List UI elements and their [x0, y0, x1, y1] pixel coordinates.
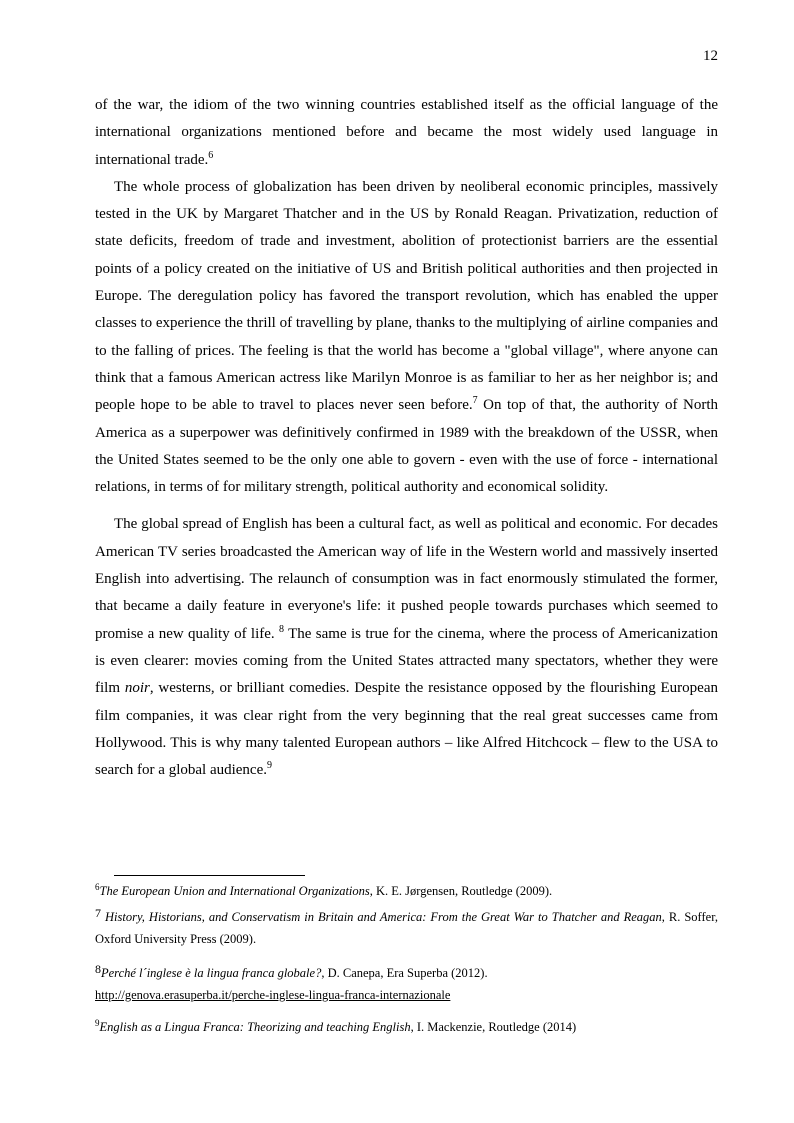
- paragraph-text: of the war, the idiom of the two winning countries established itself as the official language of the international organizations mentioned before and became the most widely used language in international trade.: [95, 97, 718, 168]
- footnote-title: History, Historians, and Conservatism in Britain and America: From the Great War to Thatcher and Reagan: [101, 910, 662, 924]
- footnote-number: 7: [95, 906, 101, 920]
- footnote-citation: , D. Canepa, Era Superba (2012).: [321, 966, 488, 980]
- paragraph-text: The whole process of globalization has been driven by neoliberal economic principles, massively tested in the UK by Margaret Thatcher and in the US by Ronald Reagan. Privatization, reduction of state deficits, freedom of trade and investment, abolition of protectionist barriers are the essential points of a policy created on the initiative of US and British political authorities and then projected in Europe. The deregulation policy has favored the transport revolution, which has enabled the upper classes to experience the thrill of travelling by plane, thanks to the multiplying of airline companies and to the falling of prices. The feeling is that the world has become a "global village", where anyone can think that a famous American actress like Marilyn Monroe is as familiar to her as her neighbor is; and people hope to be able to travel to places never seen before.: [95, 178, 718, 414]
- footnote-ref-8[interactable]: 8: [279, 623, 285, 635]
- footnote-ref-6[interactable]: 6: [208, 149, 214, 161]
- footnote-title: English as a Lingua Franca: Theorizing and teaching English: [99, 1020, 411, 1034]
- paragraph-english-spread: [95, 511, 718, 784]
- paragraph-text: The global spread of English has been a cultural fact, as well as political and economic. For decades American TV series broadcasted the American way of life in the Western world and massively inserted English into advertising. The relaunch of consumption was in fact enormously stimulated the former, that became a daily feature in everyone's life: it pushed people towards purchases which seemed to promise a new quality of life.: [95, 516, 718, 642]
- footnote-ref-7[interactable]: 7: [472, 395, 478, 407]
- footnote-citation: , I. Mackenzie, Routledge (2014): [410, 1020, 577, 1034]
- footnote-8: [95, 962, 718, 1006]
- paragraph-text: On top of that, the authority of North America as a superpower was definitively confirmed in 1989 with the breakdown of the USSR, when the United States seemed to be the only one able to govern - even with the use of force - international relations, in terms of for military strength, political authority and economical solidity.: [95, 397, 718, 496]
- footnote-ref-9[interactable]: 9: [267, 760, 272, 772]
- page-number: 12: [703, 48, 718, 64]
- footnote-6: [95, 880, 718, 902]
- footnote-number: 6: [95, 882, 100, 892]
- footnote-citation: , K. E. Jørgensen, Routledge (2009).: [369, 884, 553, 898]
- footnote-number: 8: [95, 962, 101, 976]
- footnote-link[interactable]: http://genova.erasuperba.it/perche-inglese-lingua-franca-internazionale: [95, 988, 451, 1002]
- footnote-separator: [114, 875, 305, 876]
- footnote-title: The European Union and International Organizations: [99, 884, 370, 898]
- paragraph-text: , westerns, or brilliant comedies. Despite the resistance opposed by the flourishing European film companies, it was clear right from the very beginning that the real great successes came from Hollywood. This is why many talented European authors – like Alfred Hitchcock – flew to the USA to search for a global audience.: [95, 680, 718, 779]
- footnote-7: [95, 906, 718, 950]
- body-text: [95, 92, 718, 784]
- footnote-title: Perché l´inglese è la lingua franca globale?: [101, 966, 322, 980]
- footnote-citation: , R. Soffer, Oxford University Press (2009).: [95, 910, 718, 946]
- paragraph-text: The same is true for the cinema, where the process of Americanization is even clearer: movies coming from the United States attracted many spectators, whether they were film: [95, 625, 718, 697]
- paragraph-war-idiom: [95, 92, 718, 174]
- paragraph-globalization: [95, 174, 718, 502]
- footnotes: [95, 880, 718, 1038]
- footnote-number: 9: [95, 1018, 100, 1028]
- footnote-9: [95, 1016, 718, 1038]
- italic-term: noir: [124, 680, 150, 697]
